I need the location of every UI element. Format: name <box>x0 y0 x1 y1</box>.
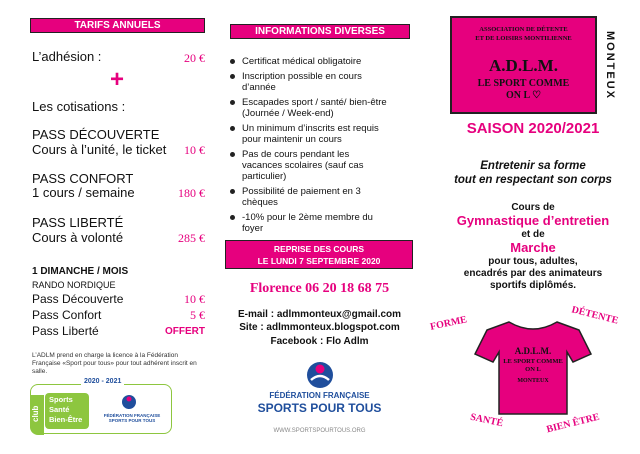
adhesion-price: 20 € <box>184 51 205 65</box>
site-link[interactable]: Site : adlmmonteux.blogspot.com <box>239 322 400 333</box>
sports-pour-tous-logo-icon <box>119 393 139 411</box>
marche-title: Marche <box>510 240 556 255</box>
tagline-1: Entretenir sa forme <box>480 160 586 172</box>
list-item: Certificat médical obligatoire <box>230 56 390 67</box>
reprise-line-2: LE LUNDI 7 SEPTEMBRE 2020 <box>257 256 381 266</box>
right-panel <box>426 0 640 454</box>
fed-line-2: SPORTS POUR TOUS <box>257 401 382 415</box>
pass-liberte-desc: Cours à volonté <box>32 230 124 245</box>
adhesion-label: L’adhésion : <box>32 49 102 64</box>
licence-note: L’ADLM prend en charge la licence à la Fédération Française «Sport pour tous» pour tout adhérent inscrit en salle. <box>32 352 197 375</box>
monteux-vertical: MONTEUX <box>604 30 616 100</box>
desc-line-2: encadrés par des animateurs <box>463 268 603 279</box>
shirt-monteux: MONTEUX <box>517 378 549 384</box>
phone-number[interactable]: Florence 06 20 18 68 75 <box>249 281 390 296</box>
pass-confort-price: 180 € <box>178 186 205 200</box>
list-item: Pas de cours pendant les vacances scolaires (sauf cas particulier) <box>230 149 390 182</box>
pass-decouverte-price: 10 € <box>184 143 205 157</box>
pass-confort-desc: 1 cours / semaine <box>32 185 135 200</box>
word-sante: SANTÉ <box>469 411 505 430</box>
tagline-2: tout en respectant son corps <box>454 174 612 186</box>
info-header: INFORMATIONS DIVERSES <box>230 24 410 39</box>
logo-acronym: A.D.L.M. <box>489 56 558 75</box>
adlm-logo <box>450 16 597 114</box>
badge-season: 2020 - 2021 <box>81 378 124 385</box>
tarifs-header: TARIFS ANNUELS <box>30 18 205 33</box>
dimanche-label: 1 DIMANCHE / MOIS <box>32 266 129 277</box>
desc-line-1: pour tous, adultes, <box>488 256 578 267</box>
badge-line: Bien-Être <box>49 415 83 424</box>
gym-title: Gymnastique d’entretien <box>456 213 610 228</box>
list-item: Inscription possible en cours d’année <box>230 71 390 93</box>
reprise-banner <box>225 240 413 269</box>
rando-item-price: OFFERT <box>165 326 205 337</box>
word-detente: DÉTENTE <box>570 304 620 327</box>
info-list <box>230 56 390 238</box>
badge-line: Santé <box>49 405 70 414</box>
rando-label: RANDO NORDIQUE <box>32 280 116 290</box>
fed-line-1: FÉDÉRATION FRANÇAISE <box>269 391 370 400</box>
badge-line: Sports <box>49 395 73 404</box>
reprise-line-1: REPRISE DES COURS <box>273 244 365 254</box>
logo-line-2: ET DE LOISIRS MONTILIENNE <box>475 35 572 42</box>
facebook-link[interactable]: Facebook : Flo Adlm <box>270 336 369 347</box>
logo-line-3: LE SPORT COMME <box>477 78 570 89</box>
rando-item-price: 10 € <box>184 292 205 306</box>
fed-url[interactable]: WWW.SPORTSPOURTOUS.ORG <box>273 428 366 434</box>
list-item: Un minimum d’inscrits est requis pour maintenir un cours <box>230 123 390 145</box>
middle-panel <box>213 0 426 454</box>
pass-confort-title: PASS CONFORT <box>32 171 134 186</box>
pass-decouverte-desc: Cours à l’unité, le ticket <box>32 142 167 157</box>
left-panel <box>0 0 213 454</box>
club-badge <box>30 378 172 434</box>
badge-club-text: club <box>31 405 40 423</box>
saison-title: SAISON 2020/2021 <box>466 120 600 137</box>
list-item: Escapades sport / santé/ bien-être (Journée / Week-end) <box>230 97 390 119</box>
shirt-line-1: LE SPORT COMME <box>503 358 563 365</box>
rando-item-label: Pass Liberté <box>32 324 99 338</box>
pass-liberte-price: 285 € <box>178 231 205 245</box>
pass-decouverte-title: PASS DÉCOUVERTE <box>32 127 160 142</box>
rando-item-label: Pass Découverte <box>32 292 124 306</box>
rando-item-label: Pass Confort <box>32 308 102 322</box>
sports-pour-tous-logo-icon <box>304 360 336 390</box>
list-item: -10% pour le 2ème membre du foyer <box>230 212 390 234</box>
badge-fed-text: FÉDÉRATION FRANÇAISE SPORTS POUR TOUS <box>103 413 161 423</box>
email-link[interactable]: E-mail : adlmmonteux@gmail.com <box>237 309 402 320</box>
word-bienetre: BIEN ÊTRE <box>545 411 601 436</box>
list-item: Possibilité de paiement en 3 chèques <box>230 186 390 208</box>
logo-line-4: ON L ♡ <box>505 90 542 101</box>
shirt-line-2: ON L <box>525 366 541 373</box>
word-forme: FORME <box>429 314 468 333</box>
shirt-acronym: A.D.L.M. <box>514 346 552 356</box>
et-de: et de <box>521 229 545 240</box>
pass-liberte-title: PASS LIBERTÉ <box>32 215 124 230</box>
plus-sign: + <box>110 66 125 93</box>
desc-line-3: sportifs diplômés. <box>489 280 577 291</box>
rando-item-price: 5 € <box>190 308 205 322</box>
cours-de: Cours de <box>511 202 555 213</box>
cotisations-label: Les cotisations : <box>32 99 126 114</box>
logo-line-1: ASSOCIATION DE DÉTENTE <box>479 26 568 33</box>
